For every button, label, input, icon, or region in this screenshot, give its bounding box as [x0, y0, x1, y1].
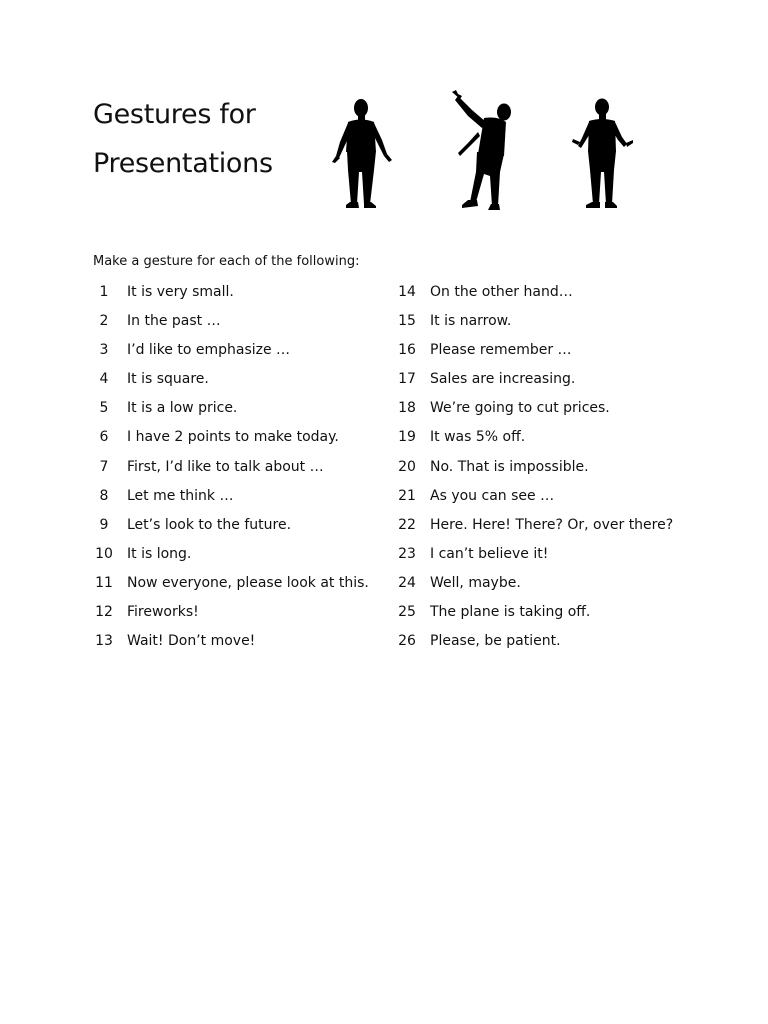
page-title	[93, 90, 323, 188]
list-item	[93, 424, 383, 453]
instructions-text: Make a gesture for each of the following:	[93, 254, 360, 269]
list-item	[93, 483, 383, 512]
item-number: 17	[398, 371, 416, 388]
item-text: Please, be patient.	[430, 633, 561, 650]
item-text: As you can see …	[430, 487, 555, 504]
item-number: 10	[95, 545, 113, 562]
item-text: The plane is taking off.	[430, 604, 591, 621]
item-number: 4	[99, 371, 109, 388]
item-text: Sales are increasing.	[430, 371, 576, 388]
list-item	[93, 395, 383, 424]
list-item	[93, 628, 383, 657]
item-text: It is square.	[127, 371, 209, 388]
list-item	[93, 279, 383, 308]
list-item	[396, 628, 696, 657]
item-text: It is a low price.	[127, 400, 238, 417]
item-text: Wait! Don’t move!	[127, 633, 256, 650]
list-item	[396, 512, 696, 541]
list-item	[396, 424, 696, 453]
item-text: I’d like to emphasize …	[127, 342, 291, 359]
item-text: It was 5% off.	[430, 429, 526, 446]
item-number: 22	[398, 516, 416, 533]
person-silhouette-open-hands-icon	[570, 90, 634, 214]
list-item	[396, 308, 696, 337]
item-number: 9	[99, 516, 109, 533]
list-item	[93, 541, 383, 570]
item-text: Let’s look to the future.	[127, 516, 292, 533]
item-number: 3	[99, 342, 109, 359]
item-number: 25	[398, 604, 416, 621]
item-text: It is narrow.	[430, 313, 512, 330]
item-text: We’re going to cut prices.	[430, 400, 610, 417]
item-number: 24	[398, 574, 416, 591]
item-text: Now everyone, please look at this.	[127, 574, 369, 591]
item-text: Well, maybe.	[430, 574, 521, 591]
item-number: 20	[398, 458, 416, 475]
item-text: It is very small.	[127, 284, 234, 300]
item-number: 7	[99, 458, 109, 475]
item-text: No. That is impossible.	[430, 458, 589, 475]
item-text: Here. Here! There? Or, over there?	[430, 516, 674, 533]
list-item	[93, 512, 383, 541]
list-item	[93, 454, 383, 483]
item-text: Let me think …	[127, 487, 234, 504]
list-item	[93, 599, 383, 628]
item-number: 14	[398, 284, 416, 300]
item-number: 26	[398, 633, 416, 650]
item-number: 23	[398, 545, 416, 562]
item-text: On the other hand…	[430, 284, 573, 300]
page-title-line-1: Gestures for	[93, 99, 256, 130]
list-item	[396, 395, 696, 424]
item-number: 16	[398, 342, 416, 359]
list-item	[93, 308, 383, 337]
list-item	[93, 337, 383, 366]
item-number: 11	[95, 574, 113, 591]
item-text: I can’t believe it!	[430, 545, 549, 562]
list-item	[396, 366, 696, 395]
list-item	[396, 337, 696, 366]
person-silhouette-shrug-icon	[330, 90, 394, 214]
item-number: 8	[99, 487, 109, 504]
list-item	[396, 541, 696, 570]
list-item	[396, 599, 696, 628]
item-number: 1	[99, 284, 109, 300]
item-number: 18	[398, 400, 416, 417]
item-number: 6	[99, 429, 109, 446]
person-silhouette-arm-raised-icon	[448, 90, 518, 214]
list-item	[93, 366, 383, 395]
list-item	[396, 483, 696, 512]
item-text: Fireworks!	[127, 604, 199, 621]
item-text: In the past …	[127, 313, 221, 330]
gesture-list-right	[396, 279, 696, 657]
list-item	[396, 570, 696, 599]
list-item	[396, 454, 696, 483]
gesture-list-left	[93, 279, 383, 657]
item-number: 19	[398, 429, 416, 446]
item-number: 15	[398, 313, 416, 330]
item-number: 5	[99, 400, 109, 417]
page-title-line-2: Presentations	[93, 148, 273, 179]
item-number: 13	[95, 633, 113, 650]
item-number: 12	[95, 604, 113, 621]
item-text: I have 2 points to make today.	[127, 429, 339, 446]
item-number: 21	[398, 487, 416, 504]
item-text: Please remember …	[430, 342, 572, 359]
item-text: First, I’d like to talk about …	[127, 458, 324, 475]
item-text: It is long.	[127, 545, 192, 562]
list-item	[396, 279, 696, 308]
list-item	[93, 570, 383, 599]
item-number: 2	[99, 313, 109, 330]
